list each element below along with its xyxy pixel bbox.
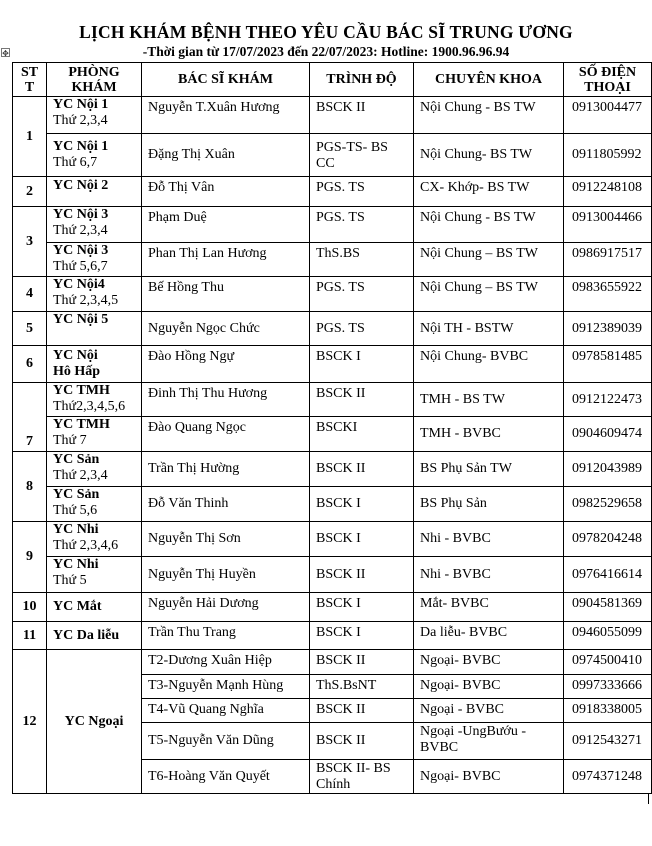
doctor-phone: 0986917517 [564,243,652,277]
doctor-degree: PGS. TS [310,207,414,243]
doctor-phone: 0912389039 [564,312,652,346]
row-stt: 10 [13,593,47,622]
doctor-name: Phạm Duệ [142,207,310,243]
doctor-degree: BSCK II [310,383,414,417]
doctor-degree: BSCK I [310,346,414,383]
room-name: YC Nội 3 [53,207,109,222]
doctor-name: Đỗ Văn Thinh [142,487,310,522]
doctor-degree: BSCK II- BS Chính [310,760,414,794]
doctor-degree: BSCK II [310,650,414,675]
doctor-specialty: Nội Chung – BS TW [414,277,564,312]
doctor-specialty: Nội TH - BSTW [414,312,564,346]
doctor-phone: 0976416614 [564,557,652,593]
schedule-table [12,62,652,794]
room-name: YC Nội 5 [53,312,109,327]
doctor-phone: 0918338005 [564,699,652,723]
doctor-phone: 0912122473 [564,383,652,417]
room-name: YC Nội 3 [53,243,109,258]
doctor-name: Phan Thị Lan Hương [142,243,310,277]
row-stt: 8 [13,452,47,522]
doctor-specialty: Ngoại -UngBướu - BVBC [414,723,564,760]
room-name: YC Nội 2 [53,178,109,193]
doctor-name: Đào Quang Ngọc [142,417,310,452]
doctor-degree: BSCK II [310,699,414,723]
doctor-phone: 0912543271 [564,723,652,760]
room-name: YC Sản [53,452,100,467]
room-name: YC Da liễu [53,627,120,643]
doctor-phone: 0904581369 [564,593,652,622]
room-name: YC Nhi [53,557,99,572]
doctor-degree: PGS-TS- BS CC [310,134,414,177]
room-name: YC Sản [53,487,100,502]
doctor-phone: 0983655922 [564,277,652,312]
schedule-subtitle: -Thời gian từ 17/07/2023 đến 22/07/2023: Hotline: 1900.96.96.94 [142,44,510,59]
table-row [13,522,652,557]
room-days: Thứ2,3,4,5,6 [53,399,126,414]
table-row [13,177,652,207]
table-row [13,97,652,134]
doctor-name: Nguyễn Hải Dương [142,593,310,622]
room-days: Thứ 5,6 [53,503,98,518]
row-stt: 12 [13,650,47,794]
room-name: YC TMH [53,383,110,398]
doctor-degree: BSCK I [310,622,414,650]
doctor-degree: BSCK II [310,97,414,134]
row-stt: 2 [13,177,47,207]
doctor-phone: 0913004477 [564,97,652,134]
header-specialty: CHUYÊN KHOA [414,63,564,97]
room-days: Thứ 5,6,7 [53,259,108,274]
doctor-degree: BSCK I [310,487,414,522]
table-row [13,557,652,593]
doctor-degree: BSCK II [310,723,414,760]
doctor-specialty: Ngoại - BVBC [414,699,564,723]
doctor-name: T2-Dương Xuân Hiệp [142,650,310,675]
doctor-name: Trần Thị Hường [142,452,310,487]
header-phone: SỐ ĐIỆN THOẠI [564,63,652,97]
doctor-name: Đào Hồng Ngự [142,346,310,383]
room-name: YC TMH [53,417,110,432]
row-stt: 1 [13,97,47,177]
doctor-specialty: TMH - BS TW [414,383,564,417]
table-row [13,243,652,277]
table-row [13,312,652,346]
doctor-phone: 0974500410 [564,650,652,675]
doctor-phone: 0978204248 [564,522,652,557]
doctor-specialty: Ngoại- BVBC [414,650,564,675]
table-row [13,346,652,383]
room-days: Thứ 5 [53,573,87,588]
table-row [13,487,652,522]
doctor-phone: 0997333666 [564,675,652,699]
doctor-specialty: Nội Chung - BS TW [414,207,564,243]
doctor-specialty: Ngoại- BVBC [414,675,564,699]
doctor-specialty: TMH - BVBC [414,417,564,452]
table-row [13,452,652,487]
row-stt: 9 [13,522,47,593]
doctor-name: T4-Vũ Quang Nghĩa [142,699,310,723]
doctor-degree: BSCKI [310,417,414,452]
room-name: YC Nhi [53,522,99,537]
doctor-name: Nguyễn Ngọc Chức [142,312,310,346]
doctor-degree: BSCK II [310,452,414,487]
doctor-name: Đặng Thị Xuân [142,134,310,177]
room-name: YC Nội 1 [53,97,109,112]
doctor-degree: ThS.BsNT [310,675,414,699]
doctor-specialty: Ngoại- BVBC [414,760,564,794]
room-days: Thứ 2,3,4 [53,468,108,483]
doctor-specialty: Nhi - BVBC [414,522,564,557]
room-days: Thứ 2,3,4,5 [53,293,119,308]
room-days: Thứ 2,3,4,6 [53,538,119,553]
doctor-degree: PGS. TS [310,177,414,207]
doctor-degree: BSCK II [310,557,414,593]
room-subname: Hô Hấp [53,364,101,379]
room-days: Thứ 6,7 [53,155,98,170]
doctor-phone: 0913004466 [564,207,652,243]
doctor-phone: 0974371248 [564,760,652,794]
row-stt: 4 [13,277,47,312]
doctor-phone: 0912043989 [564,452,652,487]
table-row [13,134,652,177]
doctor-specialty: Nội Chung – BS TW [414,243,564,277]
doctor-name: Đinh Thị Thu Hương [142,383,310,417]
doctor-degree: PGS. TS [310,277,414,312]
header-doctor: BÁC SĨ KHÁM [142,63,310,97]
doctor-name: Nguyễn Thị Huyền [142,557,310,593]
doctor-specialty: BS Phụ Sản TW [414,452,564,487]
doctor-specialty: Nội Chung - BS TW [414,97,564,134]
table-row [13,277,652,312]
doctor-degree: PGS. TS [310,312,414,346]
doctor-phone: 0982529658 [564,487,652,522]
doctor-name: T3-Nguyễn Mạnh Hùng [142,675,310,699]
room-name: YC Ngoại [47,650,142,794]
doctor-name: T6-Hoàng Văn Quyết [142,760,310,794]
table-row [13,650,652,675]
table-row [13,622,652,650]
header-row [13,63,652,97]
doctor-phone: 0912248108 [564,177,652,207]
doctor-phone: 0911805992 [564,134,652,177]
row-stt: 11 [13,622,47,650]
header-degree: TRÌNH ĐỘ [310,63,414,97]
room-days: Thứ 2,3,4 [53,223,108,238]
doctor-name: Trần Thu Trang [142,622,310,650]
doctor-specialty: Mắt- BVBC [414,593,564,622]
room-name: YC Nội4 [53,277,105,292]
row-stt: 5 [13,312,47,346]
doctor-specialty: CX- Khớp- BS TW [414,177,564,207]
doctor-phone: 0904609474 [564,417,652,452]
header-room: PHÒNG KHÁM [47,63,142,97]
doctor-phone: 0946055099 [564,622,652,650]
room-days: Thứ 7 [53,433,87,448]
doctor-degree: ThS.BS [310,243,414,277]
doctor-name: Nguyễn T.Xuân Hương [142,97,310,134]
doctor-specialty: Nội Chung- BS TW [414,134,564,177]
doctor-name: T5-Nguyễn Văn Dũng [142,723,310,760]
row-stt: 7 [13,383,47,452]
doctor-name: Đỗ Thị Vân [142,177,310,207]
doctor-name: Nguyễn Thị Sơn [142,522,310,557]
room-name: YC Nội [53,348,98,363]
table-row [13,383,652,417]
doctor-degree: BSCK I [310,522,414,557]
doctor-specialty: Nhi - BVBC [414,557,564,593]
page-edge-mark [648,794,652,804]
header-stt: ST T [13,63,47,97]
doctor-name: Bế Hồng Thu [142,277,310,312]
table-row [13,207,652,243]
room-name: YC Nội 1 [53,139,109,154]
doctor-specialty: Nội Chung- BVBC [414,346,564,383]
table-move-handle-icon[interactable]: ✥ [2,49,9,58]
room-name: YC Mắt [53,599,102,614]
doctor-specialty: BS Phụ Sản [414,487,564,522]
doctor-degree: BSCK I [310,593,414,622]
table-row [13,417,652,452]
row-stt: 3 [13,207,47,277]
table-row [13,593,652,622]
doctor-specialty: Da liễu- BVBC [414,622,564,650]
page-title: LỊCH KHÁM BỆNH THEO YÊU CẦU BÁC SĨ TRUNG ƯƠNG [79,22,573,42]
doctor-phone: 0978581485 [564,346,652,383]
room-days: Thứ 2,3,4 [53,113,108,128]
row-stt: 6 [13,346,47,383]
